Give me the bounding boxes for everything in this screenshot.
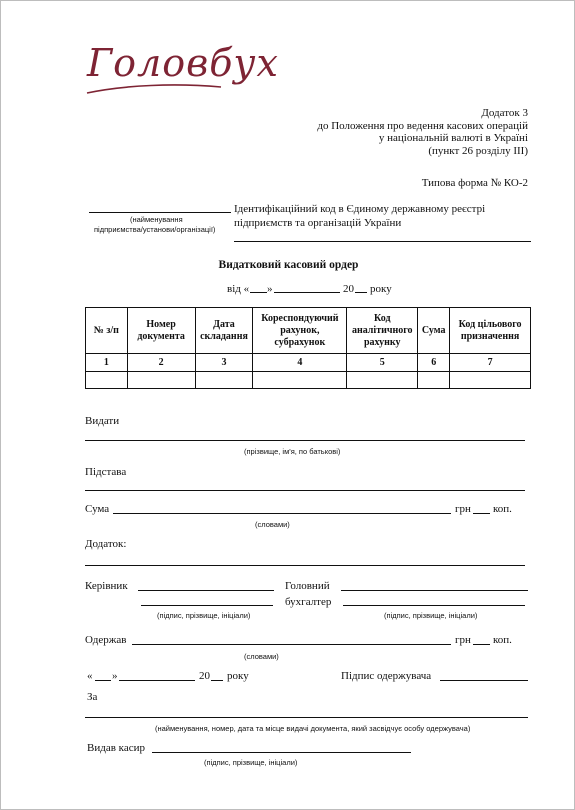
receipt-year-prefix: 20 [199, 670, 210, 682]
number-cell: 5 [347, 354, 418, 372]
number-cell: 7 [450, 354, 531, 372]
date-year-line[interactable] [355, 292, 367, 293]
header-cell: Кореспондуючий рахунок, субрахунок [253, 308, 347, 354]
head-line-2[interactable] [141, 605, 273, 606]
chief-signature-caption: (підпис, прізвище, ініціали) [384, 611, 478, 620]
date-open: « [87, 670, 93, 682]
by-label: За [87, 691, 98, 703]
sum-caption: (словами) [255, 520, 290, 529]
chief-line-1[interactable] [341, 590, 528, 591]
header-cell: Сума [418, 308, 450, 354]
org-name-line[interactable] [89, 212, 231, 213]
chief-label-1: Головний [285, 580, 330, 592]
number-cell: 6 [418, 354, 450, 372]
received-kop-line[interactable] [473, 644, 490, 645]
header-cell: Код аналітичного рахунку [347, 308, 418, 354]
table-cell[interactable] [253, 372, 347, 389]
org-caption-2: підприємства/установи/організації) [94, 225, 216, 234]
table-cell[interactable] [418, 372, 450, 389]
date-day-line[interactable] [250, 292, 267, 293]
receipt-day-line[interactable] [95, 680, 111, 681]
logo-swoosh-icon [85, 79, 225, 99]
sum-label: Сума [85, 503, 110, 515]
cashier-label: Видав касир [87, 742, 145, 754]
number-cell: 4 [253, 354, 347, 372]
id-code-label-2: підприємств та організацій України [234, 217, 402, 229]
header-cell: № з/п [86, 308, 128, 354]
recipient-sign-label: Підпис одержувача [341, 670, 432, 682]
receipt-month-line[interactable] [119, 680, 195, 681]
receipt-date-suffix: року [227, 670, 249, 682]
header-cell: Код цільового призначення [450, 308, 531, 354]
table-cell[interactable] [347, 372, 418, 389]
received-label: Одержав [85, 634, 127, 646]
date-prefix: від « [227, 283, 250, 295]
form-type: Типова форма № КО-2 [421, 177, 528, 189]
date-year-prefix: 20 [343, 283, 354, 295]
logo: Головбух [87, 41, 279, 85]
date-month-line[interactable] [274, 292, 340, 293]
table-cell[interactable] [450, 372, 531, 389]
id-code-label-1: Ідентифікаційний код в Єдиному державному реєстрі [234, 203, 486, 215]
sum-line[interactable] [113, 513, 451, 514]
cashier-caption: (підпис, прізвище, ініціали) [204, 758, 298, 767]
issue-line[interactable] [85, 440, 525, 441]
number-cell: 1 [86, 354, 128, 372]
sum-currency: грн [455, 503, 471, 515]
table-row [86, 372, 531, 389]
date-suffix: року [370, 283, 392, 295]
order-table [85, 307, 531, 389]
head-signature-caption: (підпис, прізвище, ініціали) [157, 611, 251, 620]
table-cell[interactable] [195, 372, 253, 389]
received-currency: грн [455, 634, 471, 646]
received-caption: (словами) [244, 652, 279, 661]
header-cell: Дата складання [195, 308, 253, 354]
appendix-line-2: до Положення про ведення касових операцій [317, 119, 528, 132]
head-line[interactable] [138, 590, 274, 591]
chief-line-2[interactable] [343, 605, 525, 606]
recipient-sign-line[interactable] [440, 680, 528, 681]
by-caption: (найменування, номер, дата та місце видачі документа, який засвідчує особу одержувача) [155, 724, 471, 733]
number-cell: 2 [127, 354, 195, 372]
by-line[interactable] [85, 717, 528, 718]
table-cell[interactable] [127, 372, 195, 389]
document-title: Видатковий касовий ордер [218, 259, 359, 271]
attachment-label: Додаток: [85, 538, 127, 550]
basis-line[interactable] [85, 490, 525, 491]
appendix-line-3: у національній валюті в Україні [378, 132, 528, 145]
chief-label-2: бухгалтер [285, 596, 332, 608]
appendix-line-4: (пункт 26 розділу ІІІ) [428, 144, 528, 157]
cashier-line[interactable] [152, 752, 411, 753]
received-line[interactable] [132, 644, 451, 645]
sum-kop-line[interactable] [473, 513, 490, 514]
date-middle: » [267, 283, 273, 295]
id-code-line[interactable] [234, 241, 531, 242]
attachment-line[interactable] [85, 565, 525, 566]
receipt-year-line[interactable] [211, 680, 223, 681]
table-cell[interactable] [86, 372, 128, 389]
issue-label: Видати [85, 415, 120, 427]
appendix-block [317, 107, 528, 157]
issue-caption: (прізвище, ім'я, по батькові) [244, 447, 341, 456]
table-number-row [86, 354, 531, 372]
number-cell: 3 [195, 354, 253, 372]
header-cell: Номер документа [127, 308, 195, 354]
head-label: Керівник [85, 580, 128, 592]
date-close: » [112, 670, 118, 682]
org-caption-1: (найменування [130, 215, 183, 224]
received-kop: коп. [493, 634, 512, 646]
appendix-line-1: Додаток 3 [481, 107, 528, 119]
sum-kop: коп. [493, 503, 512, 515]
table-header-row [86, 308, 531, 354]
basis-label: Підстава [85, 466, 127, 478]
